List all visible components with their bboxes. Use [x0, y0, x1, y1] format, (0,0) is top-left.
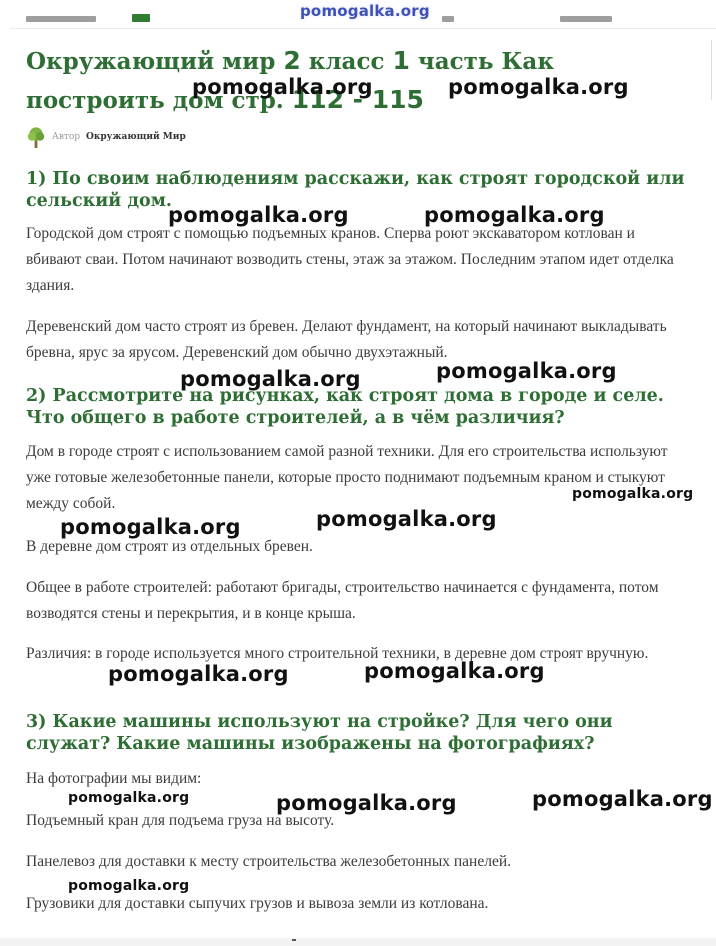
- watermark: pomogalka.org: [436, 359, 617, 383]
- watermark: pomogalka.org: [316, 507, 497, 531]
- answer-paragraph: Дом в городе строят с использованием самой разной техники. Для его строительства используют уже готовые железобетонные панели, которые просто поднимают подъемным краном и стыкуют между собой.: [26, 443, 668, 512]
- header-divider: [10, 28, 716, 29]
- watermark: pomogalka.org: [168, 203, 349, 227]
- answer-paragraph: Деревенский дом часто строят из бревен. Делают фундамент, на который начинают выкладывать бревна, ярус за ярусом. Деревенский дом обычно двухэтажный.: [26, 318, 667, 361]
- sidebar-edge: [711, 40, 712, 100]
- bottom-marker: [292, 939, 296, 941]
- author-name-link[interactable]: Окружающий Мир: [86, 132, 186, 142]
- tree-icon: [26, 126, 46, 148]
- watermark: pomogalka.org: [180, 367, 361, 391]
- answer-paragraph: Городской дом строят с помощью подъемных кранов. Сперва роют экскаватором котлован и вбивают сваи. Потом начинают возводить стены, этаж за этажом. Последним этапом идет отделка здания.: [26, 225, 674, 294]
- question-heading-1: 1) По своим наблюдениям расскажи, как строят городской или сельский дом.: [26, 169, 685, 211]
- watermark: pomogalka.org: [448, 75, 629, 99]
- author-label: Автор: [52, 132, 81, 142]
- answer-paragraph: Общее в работе строителей: работают бригады, строительство начинается с фундамента, потом возводятся стены и перекрытия, и в конце крыша.: [26, 579, 659, 622]
- header-logo-fragment[interactable]: [132, 14, 150, 22]
- title-grade-number: 2: [283, 46, 301, 75]
- watermark: pomogalka.org: [276, 791, 457, 815]
- answer-paragraph: Подъемный кран для подъема груза на высоту.: [26, 812, 335, 829]
- watermark: pomogalka.org: [68, 878, 190, 894]
- author-line: [26, 126, 186, 148]
- watermark: pomogalka.org: [68, 790, 190, 806]
- title-text-part: Окружающий мир: [26, 48, 284, 75]
- question-heading-3: 3) Какие машины используют на стройке? Для чего они служат? Какие машины изображены на фотографиях?: [26, 712, 613, 754]
- title-pages: 112 - 115: [291, 85, 424, 114]
- watermark: pomogalka.org: [364, 659, 545, 683]
- question-heading-2: 2) Рассмотрите на рисунках, как строят дома в городе и селе. Что общего в работе строителей, а в чём различия?: [26, 386, 664, 428]
- watermark: pomogalka.org: [572, 486, 694, 502]
- bottom-bar: [0, 938, 716, 946]
- header-nav-fragment[interactable]: [560, 16, 612, 22]
- header-nav-fragment[interactable]: [26, 16, 96, 22]
- title-text-part: часть Как построить дом стр.: [26, 48, 554, 114]
- watermark: pomogalka.org: [192, 75, 373, 99]
- title-part-number: 1: [392, 46, 410, 75]
- watermark: pomogalka.org: [300, 2, 430, 20]
- title-text-part: класс: [300, 48, 393, 75]
- answer-paragraph: Различия: в городе используется много строительной техники, в деревне дом строят вручную.: [26, 645, 649, 662]
- answer-paragraph: В деревне дом строят из отдельных бревен.: [26, 538, 313, 555]
- watermark: pomogalka.org: [532, 787, 713, 811]
- answer-paragraph: На фотографии мы видим:: [26, 770, 202, 787]
- header-nav-fragment[interactable]: [442, 16, 454, 22]
- answer-paragraph: Грузовики для доставки сыпучих грузов и вывоза земли из котлована.: [26, 895, 489, 912]
- watermark: pomogalka.org: [108, 662, 289, 686]
- watermark: pomogalka.org: [424, 203, 605, 227]
- watermark: pomogalka.org: [60, 515, 241, 539]
- answer-paragraph: Панелевоз для доставки к месту строительства железобетонных панелей.: [26, 853, 511, 870]
